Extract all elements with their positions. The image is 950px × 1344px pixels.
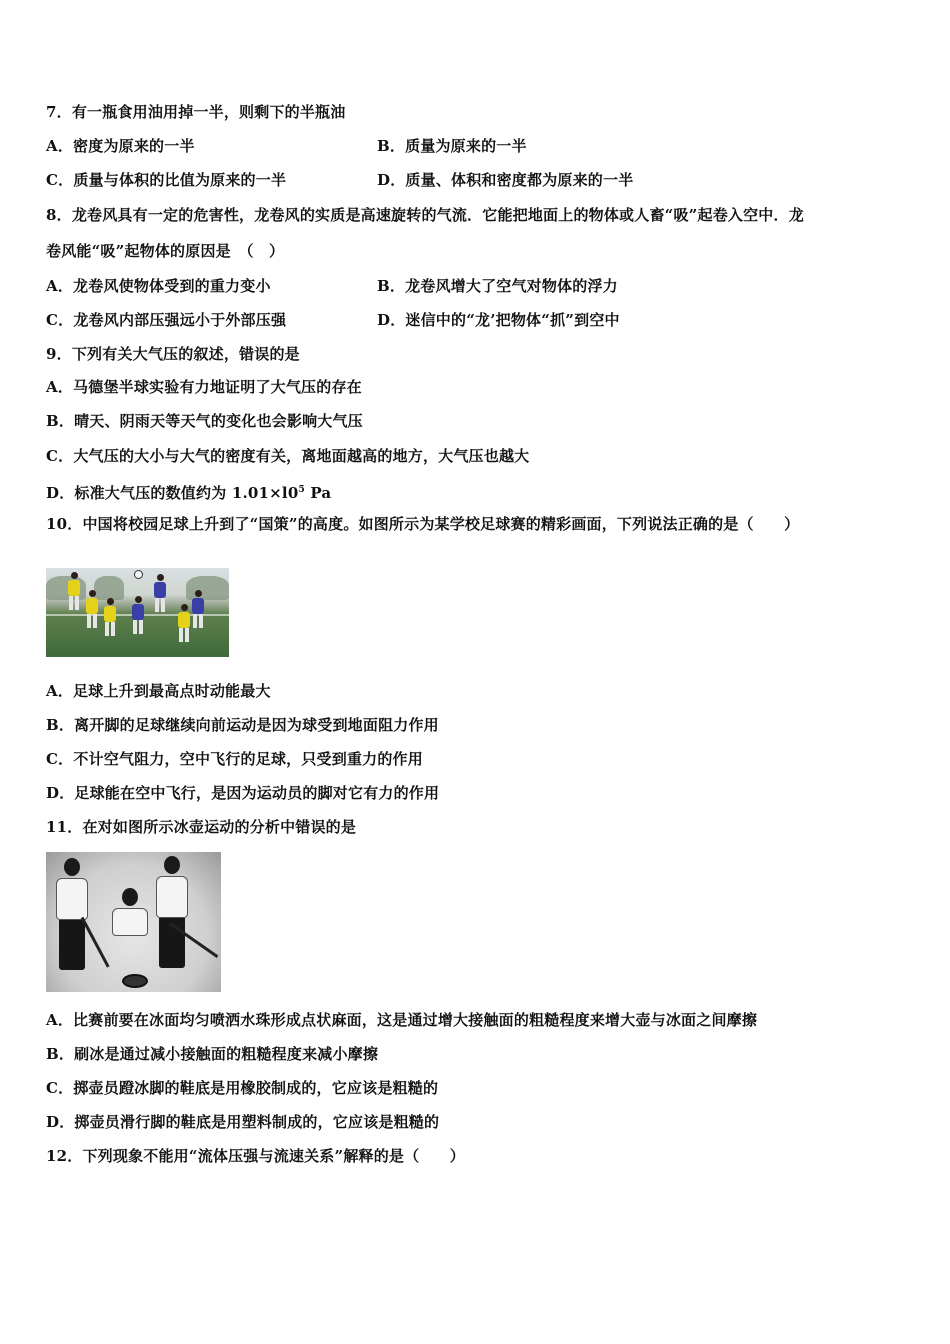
player xyxy=(192,590,204,628)
curling-stone xyxy=(122,974,148,988)
q11-option-d: D．掷壶员滑行脚的鞋底是用塑料制成的，它应该是粗糙的 xyxy=(46,1113,440,1131)
q7-option-d: D．质量、体积和密度都为原来的一半 xyxy=(377,171,634,189)
soccer-ball xyxy=(134,570,143,579)
q7-stem: 7．有一瓶食用油用掉一半，则剩下的半瓶油 xyxy=(46,103,346,121)
q9-option-d-prefix: D．标准大气压的数值约为 1.01×l0 xyxy=(46,484,299,502)
q9-option-d-exponent: 5 xyxy=(298,485,305,495)
q9-option-a: A．马德堡半球实验有力地证明了大气压的存在 xyxy=(46,378,362,396)
q8-stem-line1: 8．龙卷风具有一定的危害性，龙卷风的实质是高速旋转的气流．它能把地面上的物体或人畜“吸”起卷入空中．龙 xyxy=(46,206,804,224)
q9-option-d xyxy=(46,480,331,503)
q9-option-b: B．晴天、阴雨天等天气的变化也会影响大气压 xyxy=(46,412,363,430)
q12-stem: 12．下列现象不能用“流体压强与流速关系”解释的是（ ） xyxy=(46,1147,465,1165)
q7-option-c: C．质量与体积的比值为原来的一半 xyxy=(46,171,287,189)
q11-stem: 11．在对如图所示冰壶运动的分析中错误的是 xyxy=(46,818,357,836)
soccer-match-photo xyxy=(46,568,229,657)
curling-photo xyxy=(46,852,221,992)
q8-option-c: C．龙卷风内部压强远小于外部压强 xyxy=(46,311,287,329)
q9-option-d-suffix: Pa xyxy=(304,484,332,502)
q10-option-b: B．离开脚的足球继续向前运动是因为球受到地面阻力作用 xyxy=(46,716,439,734)
q10-stem: 10．中国将校园足球上升到了“国策”的高度。如图所示为某学校足球赛的精彩画面，下列说法正确的是（ ） xyxy=(46,515,800,533)
sweeper-left xyxy=(56,858,88,970)
player xyxy=(68,572,80,610)
q7-option-b: B．质量为原来的一半 xyxy=(377,137,527,155)
q8-option-b: B．龙卷风增大了空气对物体的浮力 xyxy=(377,277,618,295)
thrower xyxy=(112,888,148,936)
player xyxy=(86,590,98,628)
q7-option-a: A．密度为原来的一半 xyxy=(46,137,195,155)
sweeper-right xyxy=(156,856,188,968)
q11-option-a: A．比赛前要在冰面均匀喷洒水珠形成点状麻面，这是通过增大接触面的粗糙程度来增大壶与冰面之间摩擦 xyxy=(46,1011,758,1029)
player xyxy=(178,604,190,642)
q10-option-c: C．不计空气阻力，空中飞行的足球，只受到重力的作用 xyxy=(46,750,423,768)
player xyxy=(154,574,166,612)
q11-option-b: B．刷冰是通过减小接触面的粗糙程度来减小摩擦 xyxy=(46,1045,379,1063)
q9-stem: 9．下列有关大气压的叙述，错误的是 xyxy=(46,345,300,363)
q8-option-a: A．龙卷风使物体受到的重力变小 xyxy=(46,277,271,295)
q10-option-d: D．足球能在空中飞行，是因为运动员的脚对它有力的作用 xyxy=(46,784,440,802)
player xyxy=(104,598,116,636)
q8-option-d: D．迷信中的“龙’把物体“抓”到空中 xyxy=(377,311,620,329)
q11-option-c: C．掷壶员蹬冰脚的鞋底是用橡胶制成的，它应该是粗糙的 xyxy=(46,1079,439,1097)
q8-stem-line2: 卷风能“吸”起物体的原因是 （ ） xyxy=(46,242,285,260)
q9-option-c: C．大气压的大小与大气的密度有关，离地面越高的地方，大气压也越大 xyxy=(46,447,530,465)
player xyxy=(132,596,144,634)
q10-option-a: A．足球上升到最高点时动能最大 xyxy=(46,682,271,700)
